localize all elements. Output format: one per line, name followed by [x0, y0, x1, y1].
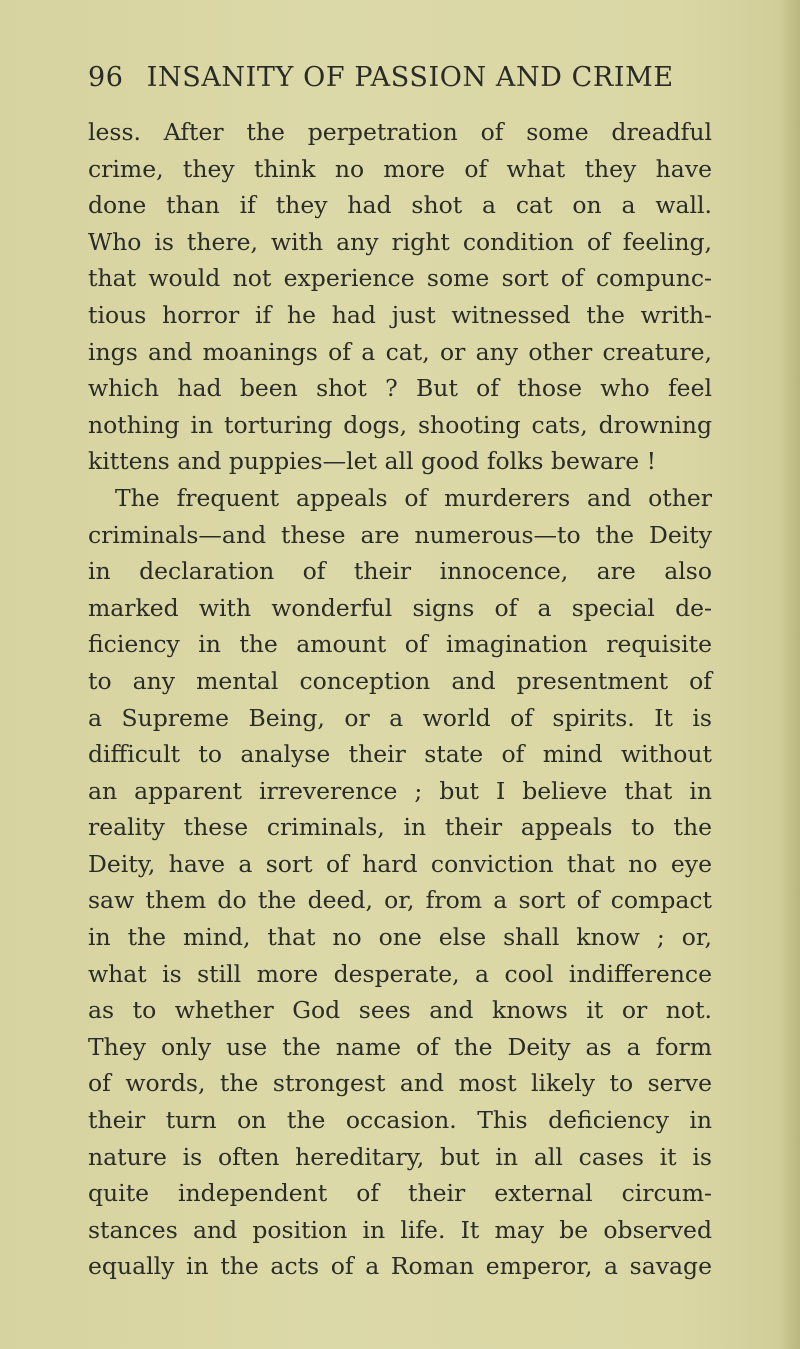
text-line: ings and moanings of a cat, or any other creature,	[88, 337, 712, 366]
text-line: less. After the perpetration of some dreadful	[88, 118, 712, 146]
text-line: equally in the acts of a Roman emperor, a savage	[88, 1252, 712, 1281]
text-line: in declaration of their innocence, are also	[88, 557, 712, 586]
text-line: ficiency in the amount of imagination requisite	[88, 630, 712, 659]
text-line: stances and position in life. It may be observed	[88, 1215, 712, 1244]
text-line: Deity, have a sort of hard conviction that no eye	[88, 849, 712, 878]
text-line: to any mental conception and presentment of	[88, 666, 712, 695]
text-line: that would not experience some sort of compunc-	[88, 264, 712, 293]
text-line: Who is there, with any right condition of feeling,	[88, 227, 712, 256]
text-line: nature is often hereditary, but in all cases it is	[88, 1142, 712, 1171]
text-line: kittens and puppies—let all good folks beware !	[88, 447, 657, 476]
text-line: in the mind, that no one else shall know ; or,	[88, 923, 712, 952]
running-header	[88, 62, 718, 102]
text-line: difficult to analyse their state of mind without	[88, 740, 712, 769]
text-line: which had been shot ? But of those who feel	[88, 374, 712, 403]
text-line: as to whether God sees and knows it or not.	[88, 996, 712, 1025]
text-line: what is still more desperate, a cool indifference	[88, 959, 712, 988]
text-line: marked with wonderful signs of a special de-	[88, 593, 712, 622]
text-line: of words, the strongest and most likely to serve	[88, 1069, 712, 1098]
running-title: INSANITY OF PASSION AND CRIME	[146, 62, 674, 93]
text-line: nothing in torturing dogs, shooting cats, drowning	[88, 410, 712, 439]
page-edge-shadow	[778, 0, 800, 1349]
text-line: a Supreme Being, or a world of spirits. It is	[88, 703, 712, 732]
text-line: The frequent appeals of murderers and other	[115, 483, 712, 512]
body-text	[88, 114, 712, 1285]
text-line: criminals—and these are numerous—to the Deity	[88, 520, 712, 549]
text-line: saw them do the deed, or, from a sort of compact	[88, 886, 712, 915]
text-line: quite independent of their external circum-	[88, 1179, 712, 1208]
text-line: an apparent irreverence ; but I believe that in	[88, 776, 712, 805]
text-line: their turn on the occasion. This deficiency in	[88, 1106, 712, 1135]
text-line: They only use the name of the Deity as a form	[88, 1032, 712, 1061]
text-line: done than if they had shot a cat on a wall.	[88, 191, 712, 220]
text-line: reality these criminals, in their appeals to the	[88, 813, 712, 842]
text-line: tious horror if he had just witnessed the writh-	[88, 300, 712, 329]
page-number: 96	[88, 62, 124, 93]
text-line: crime, they think no more of what they have	[88, 154, 712, 183]
